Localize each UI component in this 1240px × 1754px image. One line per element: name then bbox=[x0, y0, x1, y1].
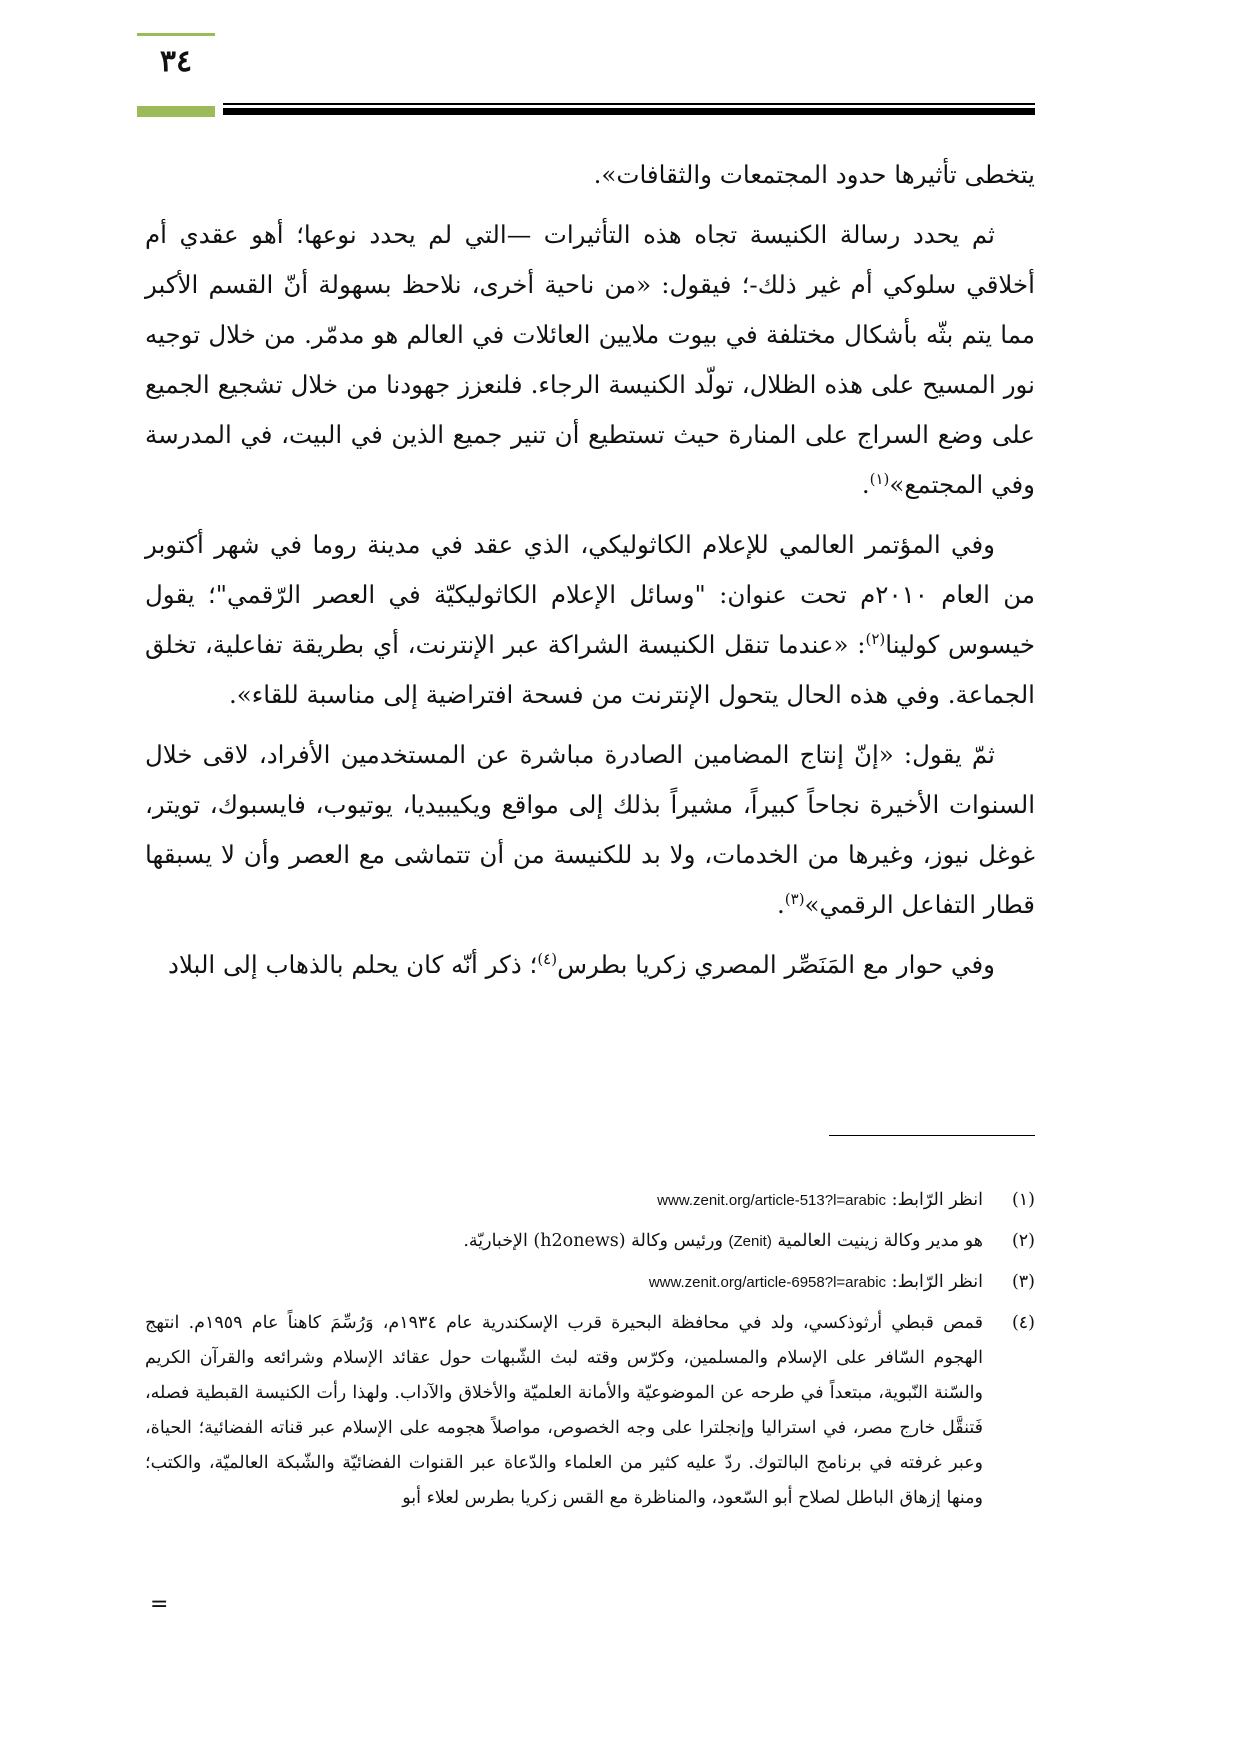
header-rule-thin bbox=[223, 103, 1035, 105]
footnote: (٤) قمص قبطي أرثوذكسي، ولد في محافظة البحيرة قرب الإسكندرية عام ١٩٣٤م، وَرُسِّمَ كاهناً عام ١٩٥٩م. انتهج الهجوم السّافر على الإسلام والمسلمين، وكرّس وقته لبث الشّبهات حول عقائد الإسلام وشرائعه والقرآن الكريم والسّنة النّبوية، مبتعداً في طرحه عن الموضوعيّة والأمانة العلميّة والأخلاق والآداب. ولهذا رأت الكنيسة القبطية فصله، فَتنقَّل خارج مصر، في استراليا وإنجلترا على وجه الخصوص، مواصلاً هجومه على الإسلام عبر قناته الفضائية؛ الحياة، وعبر غرفته في برنامج البالتوك. ردّ عليه كثير من العلماء والدّعاة عبر القنوات الفضائيّة والشّبكة العالميّة، والكتب؛ ومنها إزهاق الباطل لصلاح أبو السّعود، والمناظرة مع القس زكريا بطرس لعلاء أبو bbox=[145, 1306, 1035, 1516]
header-rule-thick bbox=[223, 108, 1035, 115]
footnote: (١) انظر الرّابط: www.zenit.org/article-513?l=arabic bbox=[145, 1183, 1035, 1218]
footnote-separator bbox=[829, 1135, 1035, 1136]
paragraph: وفي حوار مع المَنَصِّر المصري زكريا بطرس$^{(٤)}$؛ ذكر أنّه كان يحلم بالذهاب إلى البلاد bbox=[168, 949, 995, 979]
paragraph: ثم يحدد رسالة الكنيسة تجاه هذه التأثيرات —التي لم يحدد نوعها؛ أهو عقدي أم أخلاقي سلوكي أم غير ذلك-؛ فيقول: «من ناحية أخرى، نلاحظ بسهولة أنّ القسم الأكبر مما يتم بثّه بأشكال مختلفة في بيوت ملايين العائلات في العالم هو مدمّر. من خلال توجيه نور المسيح على هذه الظلال، تولّد الكنيسة الرجاء. فلنعزز جهودنا من خلال تشجيع الجميع على وضع السراج على المنارة حيث تستطيع أن تنير جميع الذين في البيت، في المدرسة وفي المجتمع»$^{(١)}$. bbox=[145, 220, 1035, 499]
footnote-ref[interactable]: (٣) bbox=[784, 889, 805, 908]
footnote-continuation-mark: = bbox=[150, 1592, 169, 1617]
paragraph: يتخطى تأثيرها حدود المجتمعات والثقافات». bbox=[593, 160, 1035, 189]
footnote-number: (٢) bbox=[1011, 1231, 1035, 1251]
header-accent-bottom bbox=[137, 106, 215, 117]
paragraph: ثمّ يقول: «إنّ إنتاج المضامين الصادرة مباشرة عن المستخدمين الأفراد، لاقى خلال السنوات الأخيرة نجاحاً كبيراً، مشيراً بذلك إلى مواقع ويكيبيديا، يوتيوب، فايسبوك، تويتر، غوغل نيوز، وغيرها من الخدمات، ولا بد للكنيسة من أن تتماشى مع العصر وأن لا يسبقها قطار التفاعل الرقمي»$^{(٣)}$. bbox=[145, 740, 1035, 919]
footnote-link[interactable]: www.zenit.org/article-513?l=arabic bbox=[657, 1192, 887, 1209]
page-number: ٣٤ bbox=[159, 44, 193, 79]
footnote-number: (١) bbox=[1011, 1190, 1035, 1210]
footnote-number: (٣) bbox=[1011, 1272, 1035, 1292]
footnote-number: (٤) bbox=[1011, 1313, 1035, 1333]
footnote-ref[interactable]: (٢) bbox=[865, 629, 886, 648]
footnote-ref[interactable]: (١) bbox=[869, 469, 890, 488]
footnote-link[interactable]: www.zenit.org/article-6958?l=arabic bbox=[648, 1274, 887, 1291]
header-accent-top bbox=[137, 33, 215, 36]
footnotes bbox=[145, 1183, 1035, 1522]
body-text bbox=[145, 150, 1035, 1000]
footnote-ref[interactable]: (٤) bbox=[537, 949, 558, 968]
footnote: (٢) هو مدير وكالة زينيت العالمية (Zenit) ورئيس وكالة (h2onews) الإخباريّة. bbox=[145, 1224, 1035, 1259]
paragraph: وفي المؤتمر العالمي للإعلام الكاثوليكي، الذي عقد في مدينة روما في شهر أكتوبر من العام ٢٠١٠م تحت عنوان: "وسائل الإعلام الكاثوليكيّة في العصر الرّقمي"؛ يقول خيسوس كولينا$^{(٢)}$: «عندما تنقل الكنيسة الشراكة عبر الإنترنت، أي بطريقة تفاعلية، تخلق الجماعة. وفي هذه الحال يتحول الإنترنت من فسحة افتراضية إلى مناسبة للقاء». bbox=[145, 530, 1035, 709]
footnote: (٣) انظر الرّابط: www.zenit.org/article-6958?l=arabic bbox=[145, 1265, 1035, 1300]
